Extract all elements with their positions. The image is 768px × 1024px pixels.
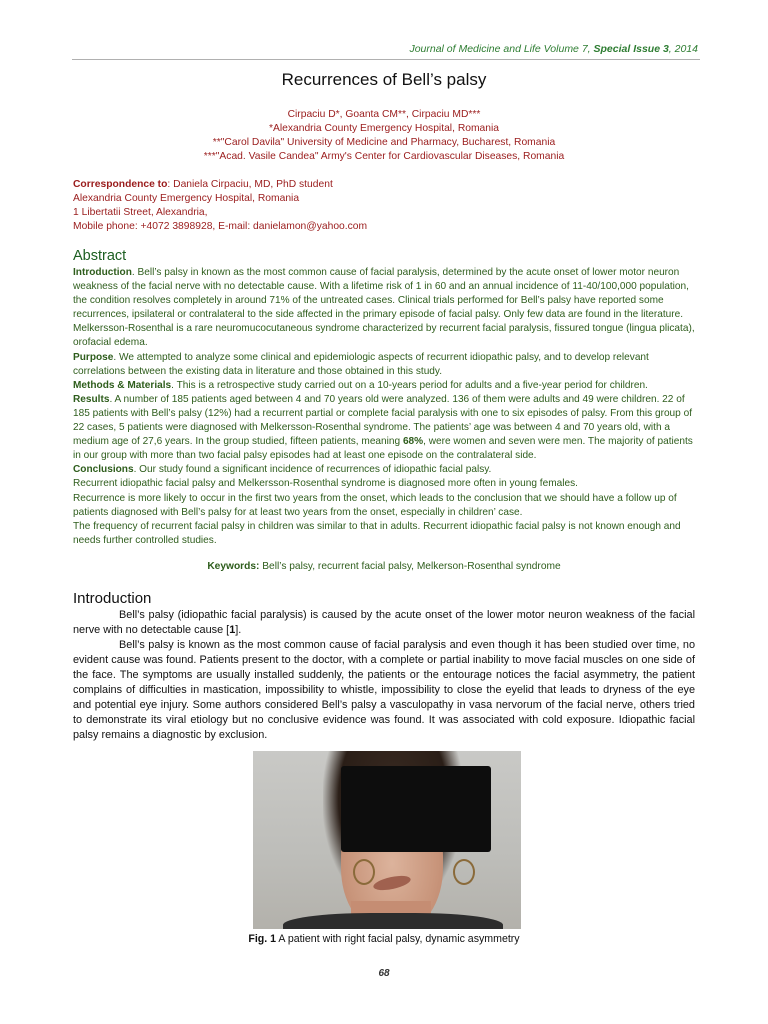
page-number: 68 (378, 968, 390, 979)
earring-right (453, 859, 475, 885)
abstract-results-text-1: . A number of 185 patients aged between 4 and 70 years old were analyzed. 136 of them were adults and 49 were children. 22 of 185 patients with Bell’s palsy (12%) had a recurrent partial or complete facial paralysis with one to six episodes of palsy. From this group of 22 cases, 5 patients were diagnosed with Melkersson-Rosenthal syndrome. The patients’ age was between 4 and 70 years old, with a medium age of 27,6 years. In the group studied, fifteen patients, meaning (73, 393, 693, 448)
abstract-purpose-label: Purpose (73, 351, 114, 363)
keywords-text: Bell’s palsy, recurrent facial palsy, Melkerson-Rosenthal syndrome (259, 561, 561, 572)
journal-header (409, 43, 698, 55)
journal-name: Journal of Medicine and Life Volume 7, (409, 43, 594, 55)
introduction-paragraph-2: Bell’s palsy is known as the most common cause of facial paralysis and even though it has been studied over time, no evident cause was found. Patients present to the doctor, with a complete or partial inability to move facial muscles on one side of the face. The symptoms are usually installed suddenly, the patients or the entourage notices the facial asymmetry, the patient complains of difficulties in mastication, impossibility to whistle, impossibility to close the eyelid that leads to dryness of the eye and potential eye injury. Some authors considered Bell’s palsy a vasculopathy in vasa nervorum of the facial nerve, others tried to demonstrate its viral etiology but no conclusive evidence was found. It was associated with cold exposure. Idiopathic facial palsy remains a diagnostic by exclusion. (73, 639, 695, 741)
abstract-heading: Abstract (73, 248, 127, 264)
figure-label: Fig. 1 (248, 933, 277, 945)
abstract-methods (73, 379, 697, 393)
affiliation-2: **"Carol Davila" University of Medicine and Pharmacy, Bucharest, Romania (212, 137, 556, 148)
author-block (0, 108, 768, 164)
paper-title: Recurrences of Bell’s palsy (281, 70, 487, 89)
introduction-paragraph-1 (73, 608, 695, 638)
header-rule (72, 59, 700, 60)
abstract-introduction (73, 266, 697, 351)
abstract-conclusions-label: Conclusions (73, 464, 134, 476)
abstract-methods-label: Methods & Materials (73, 379, 172, 391)
figure-shirt (283, 913, 503, 929)
abstract-purpose (73, 351, 697, 379)
abstract-conclusions (73, 463, 697, 477)
keywords-label: Keywords: (207, 561, 260, 572)
affiliation-1: *Alexandria County Emergency Hospital, Romania (268, 123, 500, 134)
abstract-conclusion-3: Recurrence is more likely to occur in the first two years from the onset, which leads to the conclusion that we should have a follow up of patients diagnosed with Bell’s palsy for at least two years from the onset, especially in children’ case. (73, 492, 677, 518)
abstract-results-label: Results (73, 393, 110, 405)
keywords-line (0, 561, 768, 572)
figure-1-caption (0, 933, 768, 945)
abstract-body (73, 266, 697, 548)
journal-issue: Special Issue 3 (593, 43, 669, 55)
figure-caption-text: A patient with right facial palsy, dynamic asymmetry (276, 933, 520, 945)
abstract-conclusions-text: . Our study found a significant incidence of recurrences of idiopathic facial palsy. (133, 464, 492, 476)
introduction-p1-end: ]. (235, 624, 242, 636)
introduction-body (73, 608, 695, 743)
abstract-conclusion-2: Recurrent idiopathic facial palsy and Melkersson-Rosenthal syndrome is diagnosed more often in young females. (73, 478, 578, 490)
introduction-heading: Introduction (73, 590, 152, 607)
introduction-p1-text: Bell’s palsy (idiopathic facial paralysis) is caused by the acute onset of the lower motor neuron weakness of the facial nerve with no detectable cause [ (73, 609, 695, 636)
affiliation-3: ***"Acad. Vasile Candea" Army's Center for Cardiovascular Diseases, Romania (203, 151, 565, 162)
abstract-methods-text: . This is a retrospective study carried out on a 10-years period for adults and a five-year period for children. (171, 379, 648, 391)
correspondence-line-3: 1 Libertatii Street, Alexandria, (73, 207, 208, 218)
correspondence-block (73, 178, 367, 234)
earring-left (353, 859, 375, 885)
correspondence-label: Correspondence to (73, 179, 168, 190)
correspondence-line-4: Mobile phone: +4072 3898928, E-mail: danielamon@yahoo.com (73, 221, 368, 232)
abstract-results-text-2: , were women and seven were men. The majority of patients in our group with more than two facial palsy episodes had at least one episode on the contralateral side. (73, 436, 693, 462)
abstract-introduction-label: Introduction (73, 267, 132, 278)
privacy-bar (341, 766, 491, 852)
citation-ref[interactable]: 1 (229, 624, 236, 636)
journal-year: , 2014 (668, 43, 698, 55)
correspondence-name: : Daniela Cirpaciu, MD, PhD student (167, 179, 333, 190)
figure-1-image (253, 751, 521, 929)
abstract-introduction-text: . Bell’s palsy in known as the most common cause of facial paralysis, determined by the acute onset of lower motor neuron weakness of the facial nerve with no detectable cause. With a lifetime risk of 1 in 60 and an annual incidence of 11-40/100,000 population, the condition resolves completely in around 71% of the untreated cases. Clinical trials performed for Bell’s palsy have reported some recurrences, ipsilateral or contralateral to the side affected in the primary episode of facial palsy. Only few data are found in the literature. Melkersson-Rosenthal is a rare neuromucocutaneous syndrome characterized by recurrent facial paralysis, fissured tongue (lingua plicata), orofacial edema. (73, 267, 695, 349)
correspondence-line-2: Alexandria County Emergency Hospital, Romania (73, 193, 300, 204)
abstract-conclusion-4: The frequency of recurrent facial palsy in children was similar to that in adults. Recurrent idiopathic facial palsy is not known enough and needs further controlled studies. (73, 520, 681, 546)
abstract-purpose-text: . We attempted to analyze some clinical and epidemiologic aspects of recurrent idiopathic palsy, and to develop relevant correlations between the existing data in literature and those obtained in this study. (73, 351, 649, 377)
author-names: Cirpaciu D*, Goanta CM**, Cirpaciu MD*** (287, 109, 481, 120)
abstract-results (73, 393, 697, 463)
abstract-results-highlight: 68% (402, 436, 424, 448)
